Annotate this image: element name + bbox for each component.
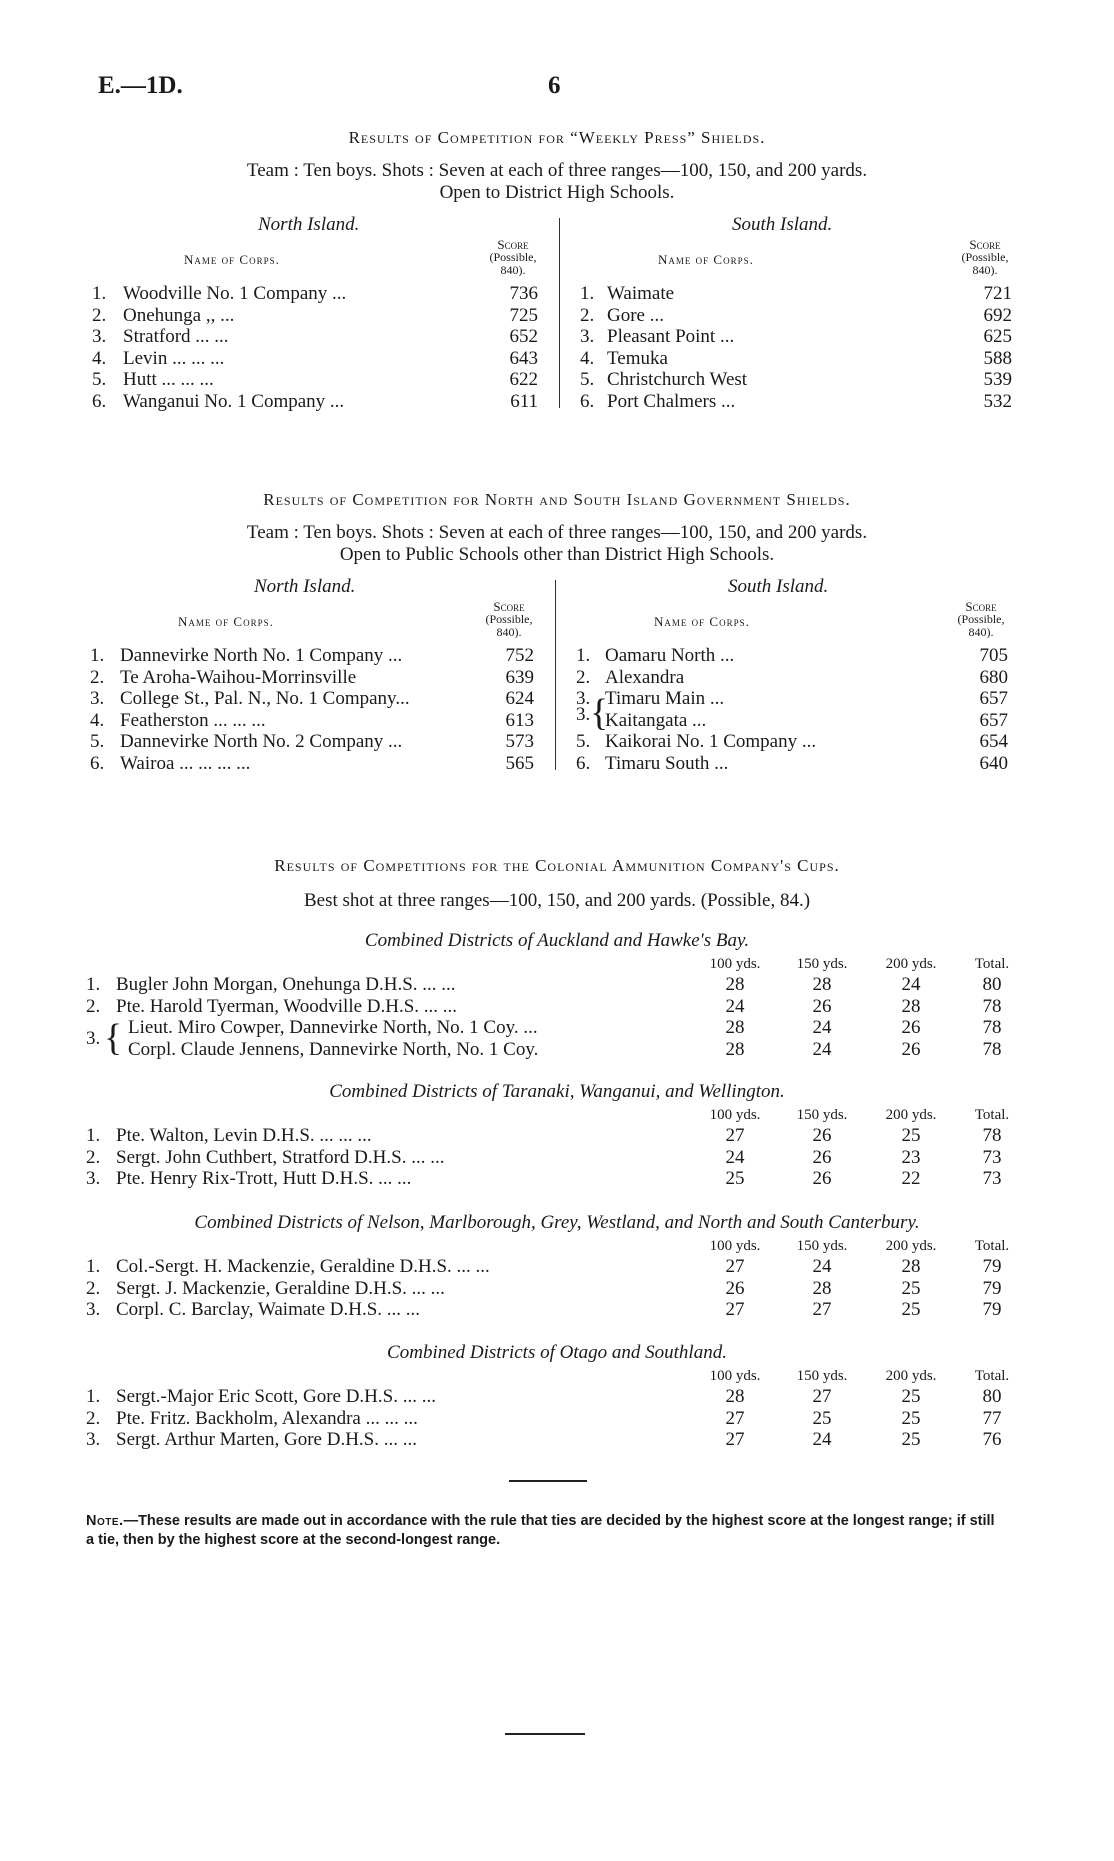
range-column-header: 200 yds. bbox=[885, 956, 937, 972]
score-value: 539 bbox=[983, 369, 1012, 390]
corps-name: College St., Pal. N., No. 1 Company... bbox=[120, 688, 410, 709]
range-score: 28 bbox=[812, 1277, 832, 1299]
score-value: 613 bbox=[505, 709, 534, 731]
rank-number: 6. bbox=[576, 752, 591, 774]
total-score: 80 bbox=[982, 974, 1002, 995]
corps-name: Wairoa ... ... ... ... bbox=[120, 752, 251, 774]
range-column-header: Total. bbox=[974, 1238, 1010, 1254]
competitor-name: Sergt.-Major Eric Scott, Gore D.H.S. ... ... bbox=[116, 1386, 436, 1407]
competitor-name: Pte. Walton, Levin D.H.S. ... ... ... bbox=[116, 1125, 372, 1146]
competitor-name: Pte. Fritz. Backholm, Alexandra ... ... ... bbox=[116, 1407, 418, 1429]
corps-name: Wanganui No. 1 Company ... bbox=[123, 390, 345, 412]
total-score: 78 bbox=[982, 1038, 1002, 1060]
range-score: 28 bbox=[725, 1038, 745, 1060]
corps-name: Dannevirke North No. 2 Company ... bbox=[120, 731, 403, 752]
range-score: 26 bbox=[812, 1125, 832, 1146]
divider-rule bbox=[509, 1480, 587, 1482]
score-value: 736 bbox=[509, 283, 538, 304]
corps-name: Port Chalmers ... bbox=[607, 390, 736, 412]
rank-number: 3. bbox=[576, 688, 591, 709]
rank-number: 5. bbox=[90, 731, 105, 752]
range-score: 26 bbox=[812, 1146, 832, 1168]
rank-number: 3. bbox=[92, 326, 107, 347]
tie-rank-number: 3. bbox=[576, 704, 591, 725]
competitor-name: Col.-Sergt. H. Mackenzie, Geraldine D.H.S. ... ... bbox=[116, 1256, 490, 1277]
range-score: 24 bbox=[812, 1017, 832, 1038]
range-score: 27 bbox=[725, 1125, 745, 1146]
total-score: 73 bbox=[982, 1168, 1002, 1189]
range-column-header: Total. bbox=[974, 956, 1010, 972]
govt-south-score-col: Score (Possible, 840). bbox=[957, 599, 1005, 639]
rank-number: 2. bbox=[86, 1277, 101, 1299]
range-score: 25 bbox=[901, 1429, 921, 1450]
group-heading: Combined Districts of Otago and Southland. bbox=[387, 1342, 727, 1363]
group-heading: Combined Districts of Nelson, Marlborough, Grey, Westland, and North and South Canterbury. bbox=[194, 1212, 920, 1233]
range-score: 24 bbox=[812, 1429, 832, 1450]
total-score: 73 bbox=[982, 1146, 1002, 1168]
rank-number: 2. bbox=[90, 666, 105, 688]
corps-name: Kaitangata ... bbox=[605, 709, 707, 731]
range-score: 28 bbox=[725, 1386, 745, 1407]
range-score: 28 bbox=[725, 974, 745, 995]
weekly-south-name-col: Name of Corps. bbox=[658, 252, 754, 267]
range-column-header: 150 yds. bbox=[796, 956, 848, 972]
range-score: 26 bbox=[812, 1168, 832, 1189]
corps-name: Timaru Main ... bbox=[605, 688, 725, 709]
score-value: 532 bbox=[983, 390, 1012, 412]
score-value: 752 bbox=[505, 645, 534, 666]
range-score: 24 bbox=[812, 1256, 832, 1277]
corps-name: Alexandra bbox=[605, 666, 685, 688]
rank-number: 1. bbox=[576, 645, 591, 666]
total-score: 79 bbox=[982, 1299, 1002, 1320]
rank-number: 4. bbox=[92, 347, 107, 369]
rank-number: 5. bbox=[576, 731, 591, 752]
rank-number: 5. bbox=[580, 369, 595, 390]
range-score: 24 bbox=[725, 1146, 745, 1168]
range-score: 24 bbox=[901, 974, 921, 995]
rank-number: 6. bbox=[90, 752, 105, 774]
weekly-press-eligibility: Open to District High Schools. bbox=[439, 182, 675, 203]
govt-shields-title: Results of Competition for North and South Island Government Shields. bbox=[263, 490, 851, 509]
score-value: 692 bbox=[983, 304, 1012, 326]
range-column-header: 100 yds. bbox=[709, 1238, 761, 1254]
range-score: 27 bbox=[725, 1256, 745, 1277]
govt-north-name-col: Name of Corps. bbox=[178, 614, 274, 629]
govt-shields-eligibility: Open to Public Schools other than District High Schools. bbox=[339, 544, 775, 565]
range-column-header: Total. bbox=[974, 1368, 1010, 1384]
rank-number: 2. bbox=[86, 1146, 101, 1168]
competitor-name: Sergt. John Cuthbert, Stratford D.H.S. ... ... bbox=[116, 1146, 445, 1168]
range-score: 27 bbox=[725, 1429, 745, 1450]
competitor-name: Pte. Henry Rix-Trott, Hutt D.H.S. ... ... bbox=[116, 1168, 412, 1189]
rank-number: 3. bbox=[86, 1299, 101, 1320]
range-score: 27 bbox=[725, 1299, 745, 1320]
rank-number: 6. bbox=[92, 390, 107, 412]
rank-number: 5. bbox=[92, 369, 107, 390]
score-value: 657 bbox=[979, 709, 1008, 731]
range-column-header: Total. bbox=[974, 1107, 1010, 1123]
rank-number: 1. bbox=[86, 1256, 101, 1277]
range-score: 24 bbox=[812, 1038, 832, 1060]
range-score: 27 bbox=[725, 1407, 745, 1429]
rank-number: 1. bbox=[92, 283, 107, 304]
weekly-south-score-col: Score (Possible, 840). bbox=[961, 237, 1009, 277]
score-value: 611 bbox=[510, 390, 538, 412]
weekly-press-conditions: Team : Ten boys. Shots : Seven at each of three ranges—100, 150, and 200 yards. bbox=[246, 160, 868, 181]
rank-number: 3. bbox=[90, 688, 105, 709]
rank-number: 2. bbox=[86, 1407, 101, 1429]
range-score: 25 bbox=[812, 1407, 832, 1429]
rank-number: 3. bbox=[86, 1429, 101, 1450]
range-score: 26 bbox=[725, 1277, 745, 1299]
range-score: 26 bbox=[901, 1038, 921, 1060]
total-score: 78 bbox=[982, 1017, 1002, 1038]
total-score: 78 bbox=[982, 1125, 1002, 1146]
score-value: 622 bbox=[509, 369, 538, 390]
range-score: 28 bbox=[901, 995, 921, 1017]
range-column-header: 100 yds. bbox=[709, 1107, 761, 1123]
corps-name: Waimate bbox=[607, 283, 675, 304]
rank-number: 1. bbox=[90, 645, 105, 666]
footnote: Note.—These results are made out in accordance with the rule that ties are decided by the highest score at the longest range; if still a tie, then by the highest score at the second-longest range. bbox=[86, 1513, 995, 1548]
end-rule bbox=[505, 1733, 585, 1735]
competitor-name: Corpl. Claude Jennens, Dannevirke North, No. 1 Coy. bbox=[128, 1038, 539, 1060]
govt-shields-conditions: Team : Ten boys. Shots : Seven at each of three ranges—100, 150, and 200 yards. bbox=[246, 522, 868, 543]
total-score: 76 bbox=[982, 1429, 1002, 1450]
corps-name: Kaikorai No. 1 Company ... bbox=[605, 731, 817, 752]
range-score: 25 bbox=[901, 1277, 921, 1299]
score-value: 705 bbox=[979, 645, 1008, 666]
score-value: 680 bbox=[979, 666, 1008, 688]
competitor-name: Bugler John Morgan, Onehunga D.H.S. ... ... bbox=[116, 974, 456, 995]
total-score: 79 bbox=[982, 1256, 1002, 1277]
score-value: 643 bbox=[509, 347, 538, 369]
weekly-south-heading: South Island. bbox=[732, 214, 833, 235]
corps-name: Onehunga ,, ... bbox=[123, 304, 235, 326]
rank-number: 4. bbox=[580, 347, 595, 369]
rank-number: 3. bbox=[580, 326, 595, 347]
cups-title: Results of Competitions for the Colonial Ammunition Company's Cups. bbox=[274, 856, 840, 875]
range-column-header: 150 yds. bbox=[796, 1107, 848, 1123]
tie-brace: { bbox=[590, 692, 609, 734]
total-score: 80 bbox=[982, 1386, 1002, 1407]
range-score: 28 bbox=[725, 1017, 745, 1038]
range-score: 23 bbox=[901, 1146, 921, 1168]
total-score: 78 bbox=[982, 995, 1002, 1017]
range-score: 25 bbox=[901, 1299, 921, 1320]
score-value: 654 bbox=[979, 731, 1008, 752]
score-value: 639 bbox=[505, 666, 534, 688]
corps-name: Hutt ... ... ... bbox=[123, 369, 214, 390]
document-reference: E.—1D. bbox=[98, 72, 183, 99]
score-value: 725 bbox=[509, 304, 538, 326]
corps-name: Gore ... bbox=[607, 304, 664, 326]
corps-name: Christchurch West bbox=[607, 369, 748, 390]
rank-number: 6. bbox=[580, 390, 595, 412]
range-score: 27 bbox=[812, 1299, 832, 1320]
range-column-header: 200 yds. bbox=[885, 1107, 937, 1123]
weekly-press-title: Results of Competition for “Weekly Press” Shields. bbox=[348, 128, 766, 147]
govt-south-name-col: Name of Corps. bbox=[654, 614, 750, 629]
score-value: 652 bbox=[509, 326, 538, 347]
range-score: 24 bbox=[725, 995, 745, 1017]
competitor-name: Lieut. Miro Cowper, Dannevirke North, No. 1 Coy. ... bbox=[128, 1017, 538, 1038]
corps-name: Levin ... ... ... bbox=[123, 347, 225, 369]
range-score: 26 bbox=[901, 1017, 921, 1038]
range-column-header: 150 yds. bbox=[796, 1368, 848, 1384]
corps-name: Te Aroha-Waihou-Morrinsville bbox=[120, 666, 357, 688]
corps-name: Timaru South ... bbox=[605, 752, 729, 774]
score-value: 625 bbox=[983, 326, 1012, 347]
rank-number: 2. bbox=[86, 995, 101, 1017]
column-divider bbox=[555, 580, 556, 770]
rank-number: 1. bbox=[86, 1386, 101, 1407]
rank-number: 3. bbox=[86, 1168, 101, 1189]
corps-name: Woodville No. 1 Company ... bbox=[123, 283, 347, 304]
range-score: 22 bbox=[901, 1168, 921, 1189]
rank-number: 1. bbox=[86, 1125, 101, 1146]
score-value: 640 bbox=[979, 752, 1008, 774]
weekly-north-name-col: Name of Corps. bbox=[184, 252, 280, 267]
range-column-header: 150 yds. bbox=[796, 1238, 848, 1254]
corps-name: Featherston ... ... ... bbox=[120, 709, 266, 731]
weekly-north-heading: North Island. bbox=[258, 214, 360, 235]
group-heading: Combined Districts of Taranaki, Wanganui, and Wellington. bbox=[329, 1081, 785, 1102]
score-value: 624 bbox=[505, 688, 534, 709]
total-score: 79 bbox=[982, 1277, 1002, 1299]
range-column-header: 100 yds. bbox=[709, 956, 761, 972]
range-score: 26 bbox=[812, 995, 832, 1017]
govt-north-score-col: Score (Possible, 840). bbox=[485, 599, 533, 639]
corps-name: Stratford ... ... bbox=[123, 326, 229, 347]
rank-number: 3. bbox=[86, 1028, 101, 1049]
range-score: 28 bbox=[901, 1256, 921, 1277]
range-column-header: 200 yds. bbox=[885, 1238, 937, 1254]
range-column-header: 200 yds. bbox=[885, 1368, 937, 1384]
range-score: 25 bbox=[725, 1168, 745, 1189]
corps-name: Oamaru North ... bbox=[605, 645, 735, 666]
score-value: 573 bbox=[505, 731, 534, 752]
range-column-header: 100 yds. bbox=[709, 1368, 761, 1384]
tie-brace: { bbox=[104, 1017, 123, 1059]
govt-south-heading: South Island. bbox=[728, 576, 829, 597]
competitor-name: Sergt. Arthur Marten, Gore D.H.S. ... ... bbox=[116, 1429, 417, 1450]
score-value: 721 bbox=[983, 283, 1012, 304]
range-score: 25 bbox=[901, 1386, 921, 1407]
competitor-name: Sergt. J. Mackenzie, Geraldine D.H.S. ... ... bbox=[116, 1277, 445, 1299]
range-score: 27 bbox=[812, 1386, 832, 1407]
corps-name: Dannevirke North No. 1 Company ... bbox=[120, 645, 403, 666]
score-value: 588 bbox=[983, 347, 1012, 369]
group-heading: Combined Districts of Auckland and Hawke's Bay. bbox=[364, 930, 750, 951]
competitor-name: Pte. Harold Tyerman, Woodville D.H.S. ... ... bbox=[116, 995, 458, 1017]
competitor-name: Corpl. C. Barclay, Waimate D.H.S. ... ... bbox=[116, 1299, 421, 1320]
column-divider bbox=[559, 218, 560, 408]
score-value: 565 bbox=[505, 752, 534, 774]
range-score: 28 bbox=[812, 974, 832, 995]
rank-number: 4. bbox=[90, 709, 105, 731]
rank-number: 1. bbox=[580, 283, 595, 304]
weekly-north-score-col: Score (Possible, 840). bbox=[489, 237, 537, 277]
corps-name: Pleasant Point ... bbox=[607, 326, 735, 347]
total-score: 77 bbox=[982, 1407, 1002, 1429]
range-score: 25 bbox=[901, 1125, 921, 1146]
rank-number: 1. bbox=[86, 974, 101, 995]
cups-conditions: Best shot at three ranges—100, 150, and 200 yards. (Possible, 84.) bbox=[303, 890, 811, 911]
range-score: 25 bbox=[901, 1407, 921, 1429]
rank-number: 2. bbox=[92, 304, 107, 326]
score-value: 657 bbox=[979, 688, 1008, 709]
rank-number: 2. bbox=[580, 304, 595, 326]
page-number: 6 bbox=[548, 72, 561, 99]
govt-north-heading: North Island. bbox=[254, 576, 356, 597]
corps-name: Temuka bbox=[607, 347, 668, 369]
rank-number: 2. bbox=[576, 666, 591, 688]
